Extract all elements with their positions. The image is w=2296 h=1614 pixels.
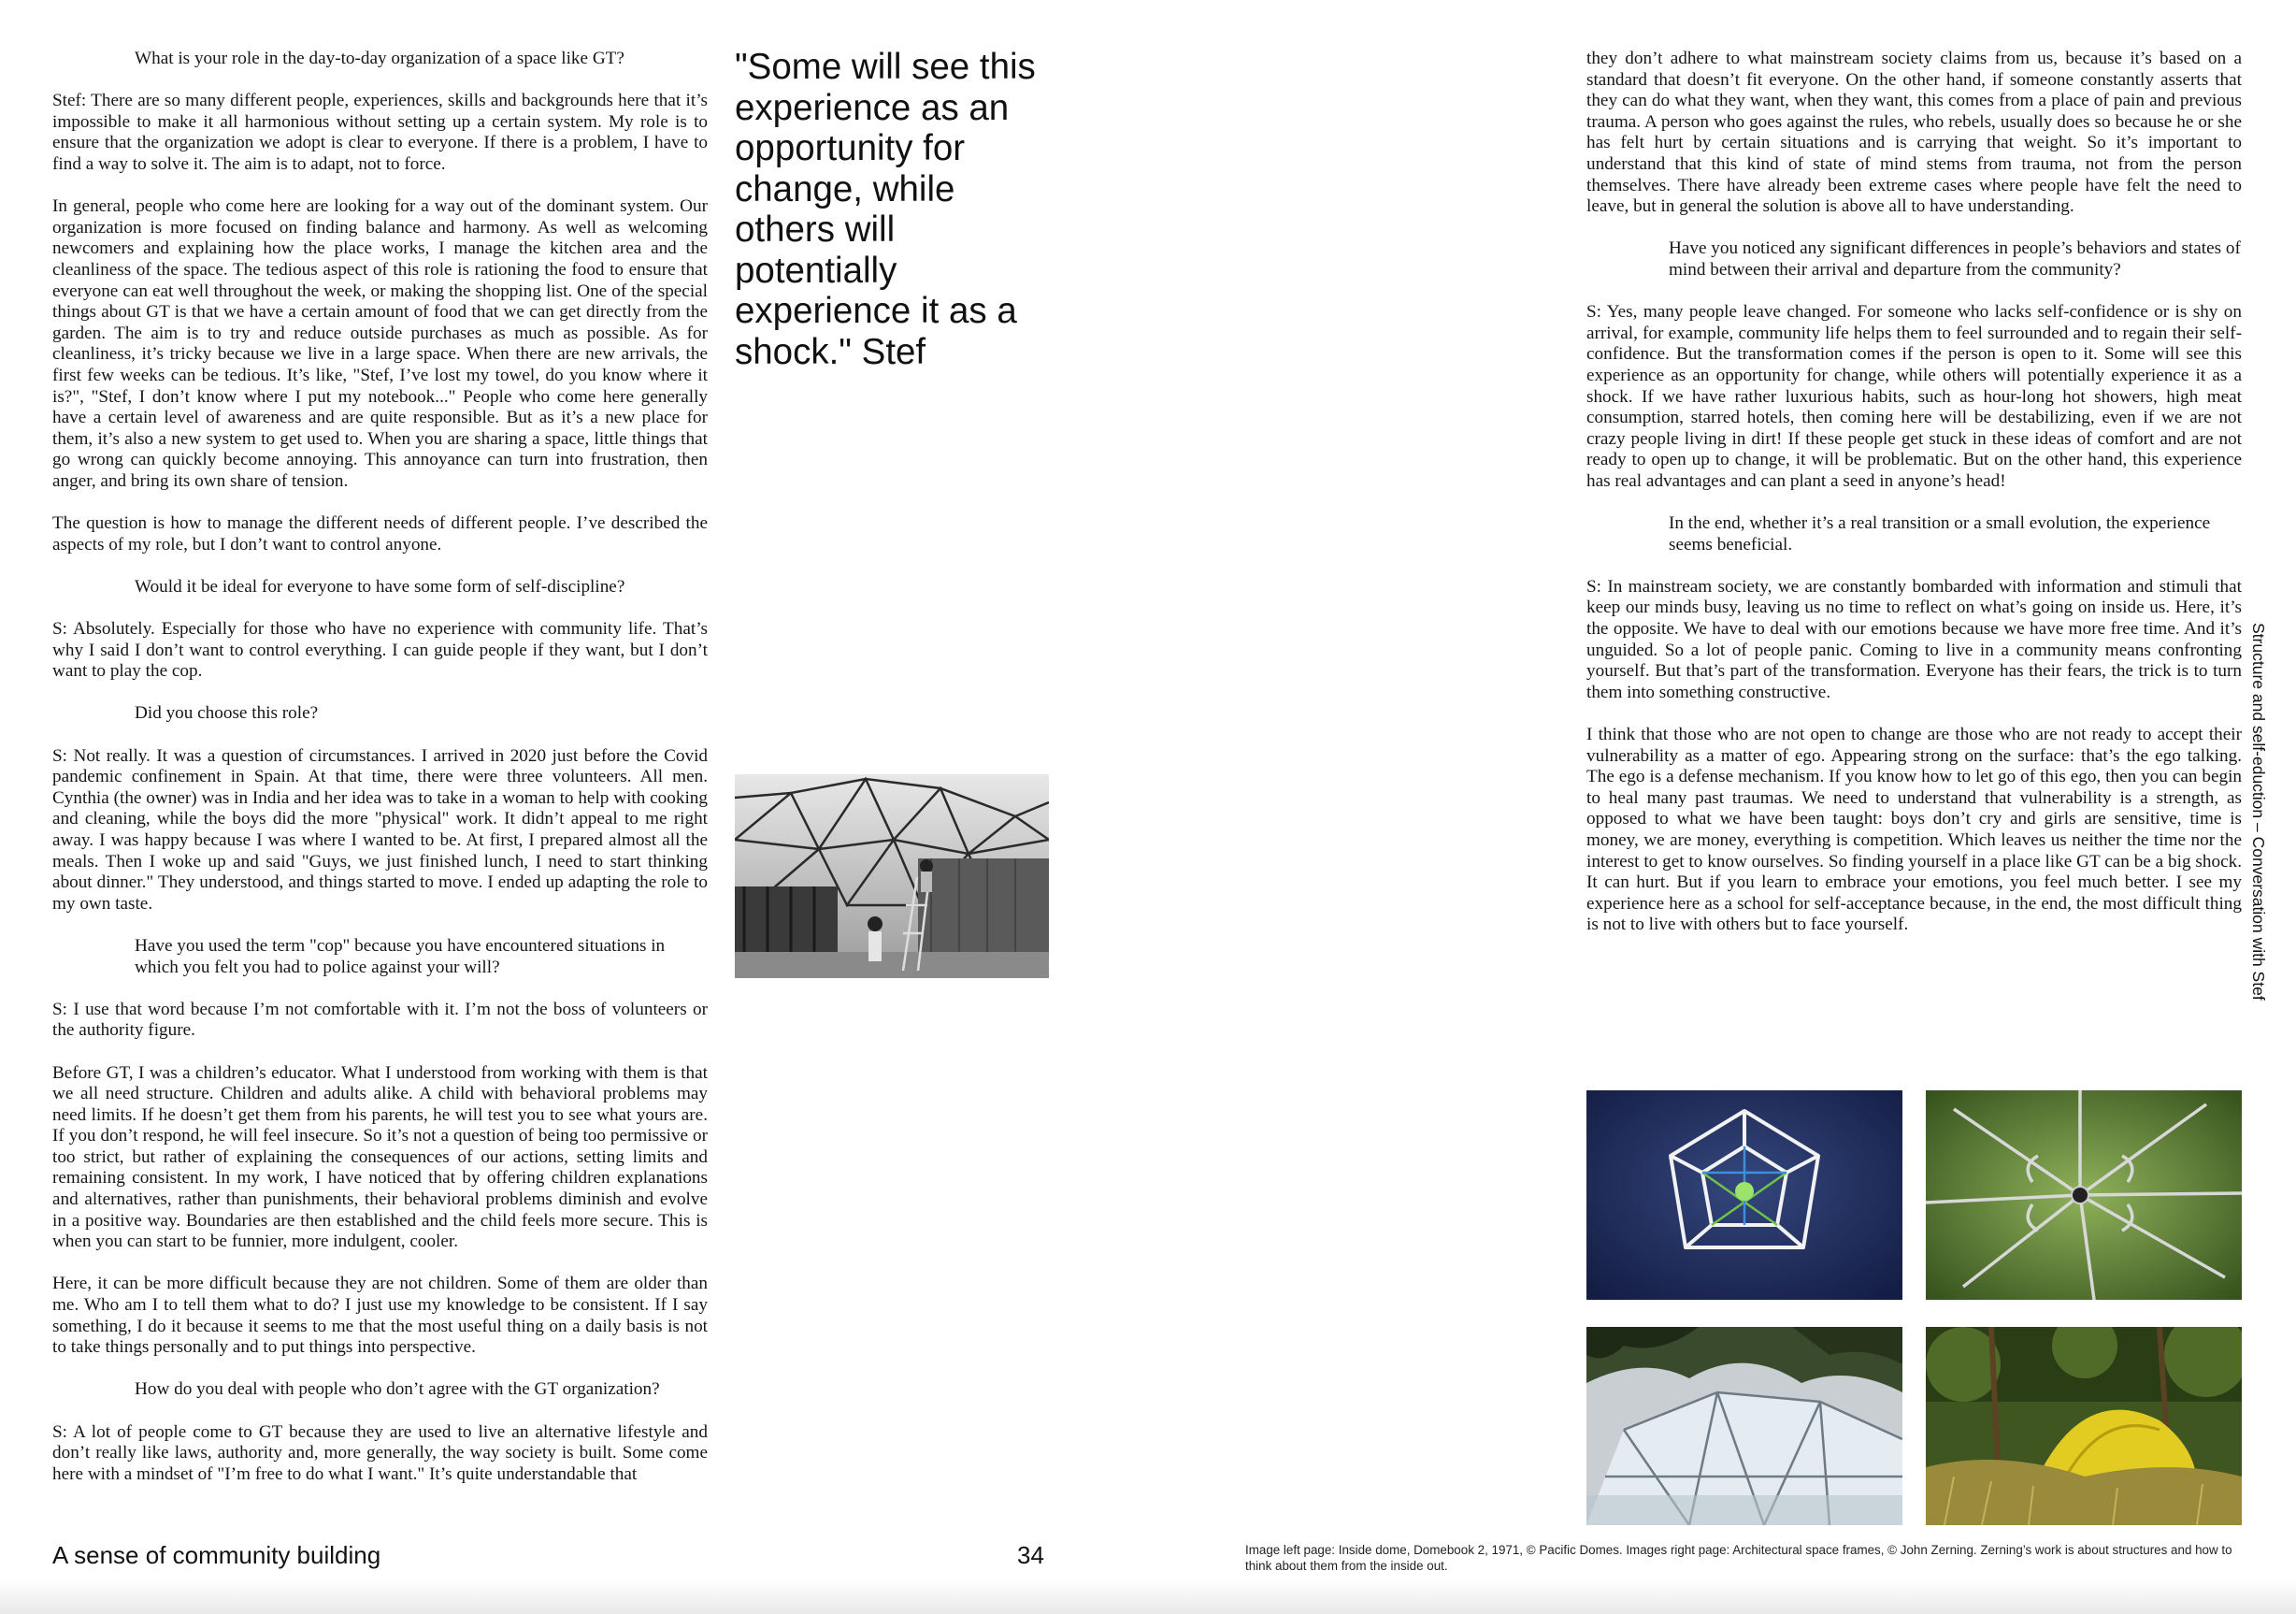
yellow-dome-tent-photo bbox=[1926, 1327, 2242, 1525]
right-text-column bbox=[1586, 49, 2242, 958]
dome-canopy-trees-photo bbox=[1586, 1327, 1902, 1525]
interview-answer: I think that those who are not open to change are those who are not ready to accept their vulnerability as a matter of ego. Appearing strong on the surface: that’s the ego talking. The ego is a defense mechanism. If you know how to let go of this ego, then you can begin to heal many past traumas. We need to understand that vulnerability is a strength, as opposed to what we have been taught: boys don’t cry and girls are sensitive, time is money, we are money, everything is competition. Which leaves us neither the time nor the interest to get to know ourselves. So finding yourself in a place like GT can be a big shock. It can hurt. But if you learn to embrace your emotions, you feel much better. I see my experience here as a school for self-acceptance because, in the end, the most difficult thing is not to live with others but to face yourself. bbox=[1586, 725, 2242, 935]
interview-question: Did you choose this role? bbox=[135, 703, 319, 724]
page-bottom-edge bbox=[0, 1580, 2296, 1614]
interview-answer: S: I use that word because I’m not comfortable with it. I’m not the boss of volunteers or the authority figure. bbox=[52, 999, 708, 1041]
space-frame-wire-photo bbox=[1926, 1090, 2242, 1300]
interview-answer: Here, it can be more difficult because they are not children. Some of them are older than me. Who am I to tell them what to do? I just use my knowledge to be consistent. If I say something, I do it because it seems to me that the most useful thing on a daily basis is not to take things personally and to put things into perspective. bbox=[52, 1274, 708, 1358]
interview-answer: Stef: There are so many different people, experiences, skills and backgrounds here that it’s impossible to make it all harmonious without setting up a certain system. My role is to ensure that the organization we adopt is clear to everyone. If there is a problem, I have to find a way to solve it. The aim is to adapt, not to force. bbox=[52, 91, 708, 174]
interview-answer: Before GT, I was a children’s educator. What I understood from working with them is that we all need structure. Children and adults alike. A child with behavioral problems may need limits. If he doesn’t get them from his parents, he will test you to see what yours are. If you don’t respond, he will feel insecure. So it’s not a question of being too permissive or too strict, but rather of explaining the consequences of our actions, setting limits and remaining consistent. In my work, I have noticed that by offering children explanations and alternatives, rather than punishments, their behavioral problems diminish and evolve in a positive way. Boundaries are then established and the child feels more secure. This is when you can start to be funnier, more indulgent, cooler. bbox=[52, 1062, 708, 1252]
interview-answer: S: Not really. It was a question of circumstances. I arrived in 2020 just before the Covid pandemic confinement in Spain. At that time, there were three volunteers. All men. Cynthia (the owner) was in India and her idea was to take in a woman to help with cooking and cleaning, while the boys did the more "physical" work. It didn’t appeal to me right away. I was happy because I was where I wanted to be. At first, I prepared almost all the meals. Then I woke up and said "Guys, we just finished lunch, I need to start thinking about dinner." They understood, and things started to move. I ended up adapting the role to my own taste. bbox=[52, 745, 708, 914]
left-text-column bbox=[52, 49, 708, 1506]
running-side-title: Structure and self-eduction – Conversation with Stef bbox=[2249, 623, 2268, 1001]
interview-answer: In general, people who come here are looking for a way out of the dominant system. Our organization is more focused on finding balance and harmony. As well as welcoming newcomers and explaining how the place works, I manage the kitchen area and the cleanliness of the space. The tedious aspect of this role is rationing the food to ensure that everyone can eat well throughout the week, or making the shopping list. One of the special things about GT is that we have a certain amount of food that we can get directly from the garden. The aim is to try and reduce outside purchases as much as possible. As for cleanliness, it’s tricky because we live in a large space. When there are new arrivals, the first few weeks can be tedious. It’s like, "Stef, I’ve lost my towel, do you know where it is?", "Stef, I don’t know where I put my notebook..." People who come here generally have a certain level of awareness and are quite responsible. But as it’s a new place for them, it’s also a new system to get used to. When you are sharing a space, little things that go wrong can quickly become annoying. This annoyance can turn into frustration, then anger, and bring its own share of tension. bbox=[52, 196, 708, 491]
interview-question: Have you used the term "cop" because you have encountered situations in which you felt you had to police against your will? bbox=[135, 935, 666, 977]
dome-interior-photo bbox=[735, 774, 1049, 978]
interview-answer: S: A lot of people come to GT because they are used to live an alternative lifestyle and don’t really like laws, authority and, more generally, the way society is built. Some come here with a mindset of "I’m free to do what I want." It’s quite understandable that bbox=[52, 1421, 708, 1484]
interview-question: How do you deal with people who don’t agree with the GT organization? bbox=[135, 1379, 660, 1400]
interview-question: What is your role in the day-to-day organization of a space like GT? bbox=[135, 49, 624, 68]
interview-answer: S: Yes, many people leave changed. For someone who lacks self-confidence or is shy on arrival, for example, community life helps them to feel surrounded and to regain their self-confidence. But the transformation comes if the person is open to it. Some will see this experience as an opportunity for change, while others will potentially experience it as a shock. If we have rather luxurious habits, such as hour-long hot showers, high meat consumption, starred hotels, then coming here will be destabilizing, even if we are not crazy people living in dirt! If these people get stuck in these ideas of comfort and are not ready to open up to change, it will be problematic. But on the other hand, this experience has real advantages and can plant a seed in anyone’s head! bbox=[1586, 302, 2242, 491]
page-number: 34 bbox=[1017, 1541, 1044, 1569]
interview-answer: S: In mainstream society, we are constantly bombarded with information and stimuli that keep our minds busy, leaving us no time to reflect on what’s going on inside us. Here, it’s the opposite. We have to deal with our emotions because we have more free time. And it’s unguided. So a lot of people panic. Coming to live in a community means confronting yourself. But that’s part of the transformation. Everyone has their fears, the trick is to turn them into something constructive. bbox=[1586, 576, 2242, 702]
interview-question: Have you noticed any significant differences in people’s behaviors and states of mind between their arrival and departure from the community? bbox=[1669, 238, 2241, 280]
pull-quote: "Some will see this experience as an opportunity for change, while others will potentially experience it as a shock." Stef bbox=[735, 47, 1036, 372]
interview-question: In the end, whether it’s a real transition or a small evolution, the experience seems beneficial. bbox=[1669, 513, 2211, 555]
interview-answer: The question is how to manage the different needs of different people. I’ve described the aspects of my role, but I don’t want to control anyone. bbox=[52, 513, 708, 555]
interview-answer: S: Absolutely. Especially for those who have no experience with community life. That’s why I said I don’t want to control everything. I can guide people if they want, but I don’t want to play the cop. bbox=[52, 619, 708, 682]
space-frame-dodecahedron-photo bbox=[1586, 1090, 1902, 1300]
interview-answer: they don’t adhere to what mainstream society claims from us, because it’s based on a standard that doesn’t fit everyone. On the other hand, if someone constantly asserts that they can do what they want, when they want, this comes from a place of pain and previous trauma. A person who goes against the rules, who rebels, usually does so because he or she has felt hurt by certain situations and is carrying that weight. So it’s important to understand that this kind of state of mind stems from trauma, not from the person themselves. There have already been extreme cases where people have felt the need to leave, but in general the solution is above all to have understanding. bbox=[1586, 49, 2242, 217]
footer-section-title: A sense of community building bbox=[52, 1541, 381, 1569]
image-credit: Image left page: Inside dome, Domebook 2, 1971, © Pacific Domes. Images right page: Architectural space frames, © John Zerning. Zerning’s work is about structures and how to think about them from the inside out. bbox=[1245, 1543, 2232, 1573]
interview-question: Would it be ideal for everyone to have some form of self-discipline? bbox=[135, 576, 625, 597]
